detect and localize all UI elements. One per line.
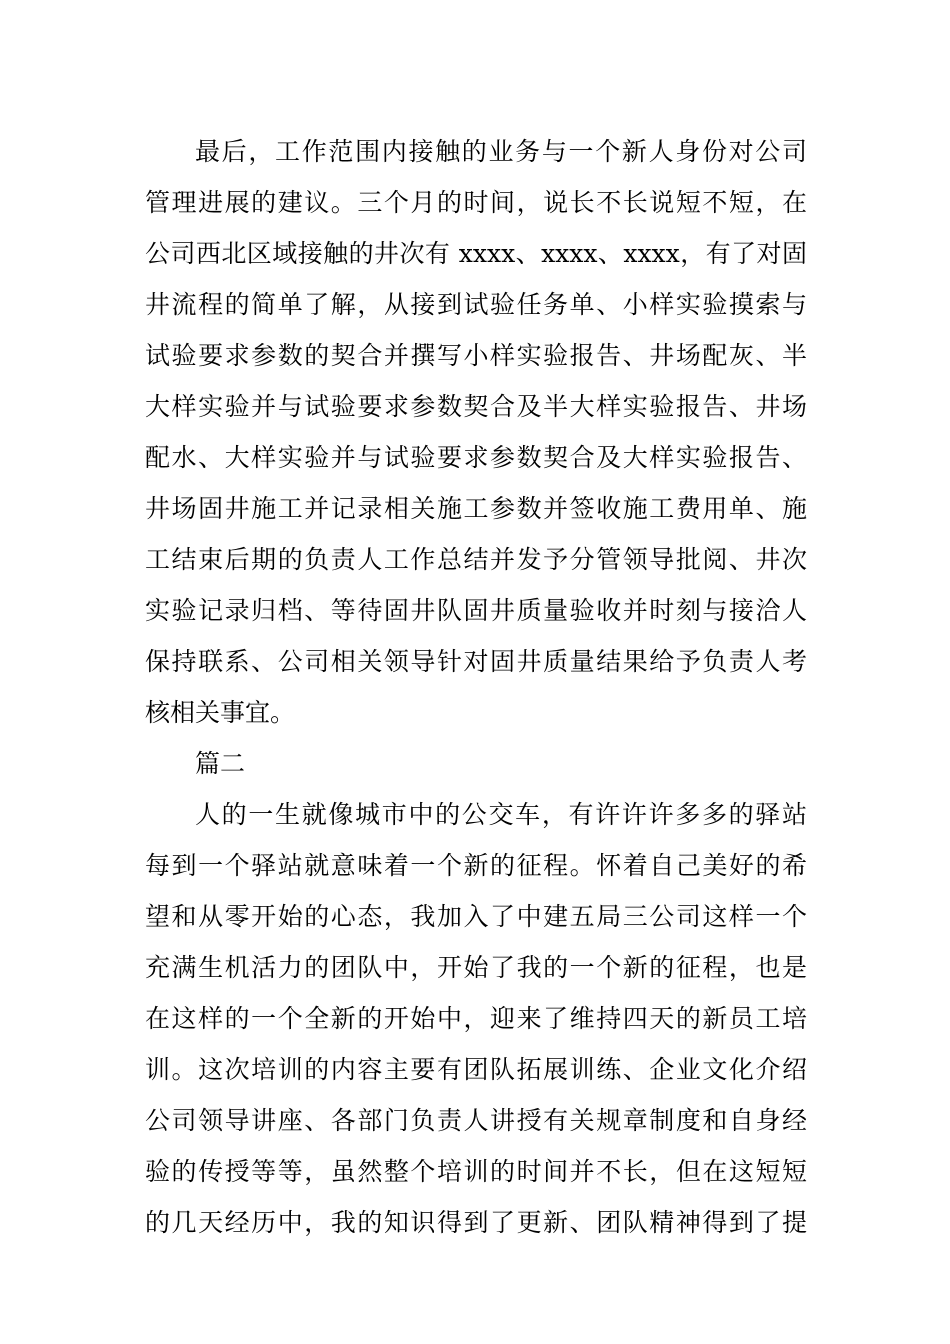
text-line: 工结束后期的负责人工作总结并发予分管领导批阅、井次 [145,545,807,574]
text-line: 保持联系、公司相关领导针对固井质量结果给予负责人考 [145,647,807,676]
text-line: 验的传授等等，虽然整个培训的时间并不长，但在这短短 [145,1157,807,1186]
text-line: 在这样的一个全新的开始中，迎来了维持四天的新员工培 [145,1004,807,1033]
text-line: 人的一生就像城市中的公交车，有许许许多多的驿站 [195,800,807,829]
text-line: 管理进展的建议。三个月的时间，说长不长说短不短，在 [145,188,807,217]
text-line: 试验要求参数的契合并撰写小样实验报告、井场配灰、半 [145,341,807,370]
text-line: 的几天经历中，我的知识得到了更新、团队精神得到了提 [145,1208,807,1237]
document-body [145,126,807,1248]
text-line: 井流程的简单了解，从接到试验任务单、小样实验摸索与 [145,290,807,319]
text-line: 公司西北区域接触的井次有 xxxx、xxxx、xxxx，有了对固 [145,239,807,268]
text-line: 配水、大样实验并与试验要求参数契合及大样实验报告、 [145,443,807,472]
text-line: 最后，工作范围内接触的业务与一个新人身份对公司 [195,137,807,166]
section-heading: 篇二 [195,749,246,778]
text-line: 望和从零开始的心态，我加入了中建五局三公司这样一个 [145,902,807,931]
text-line: 公司领导讲座、各部门负责人讲授有关规章制度和自身经 [145,1106,807,1135]
text-line: 实验记录归档、等待固井队固井质量验收并时刻与接洽人 [145,596,807,625]
text-line: 核相关事宜。 [145,698,296,727]
text-line: 训。这次培训的内容主要有团队拓展训练、企业文化介绍 [145,1055,807,1084]
text-line: 每到一个驿站就意味着一个新的征程。怀着自己美好的希 [145,851,807,880]
paragraph-1 [145,126,807,738]
text-line: 充满生机活力的团队中，开始了我的一个新的征程，也是 [145,953,807,982]
paragraph-2 [145,789,807,1248]
text-line: 大样实验并与试验要求参数契合及半大样实验报告、井场 [145,392,807,421]
text-line: 井场固井施工并记录相关施工参数并签收施工费用单、施 [145,494,807,523]
